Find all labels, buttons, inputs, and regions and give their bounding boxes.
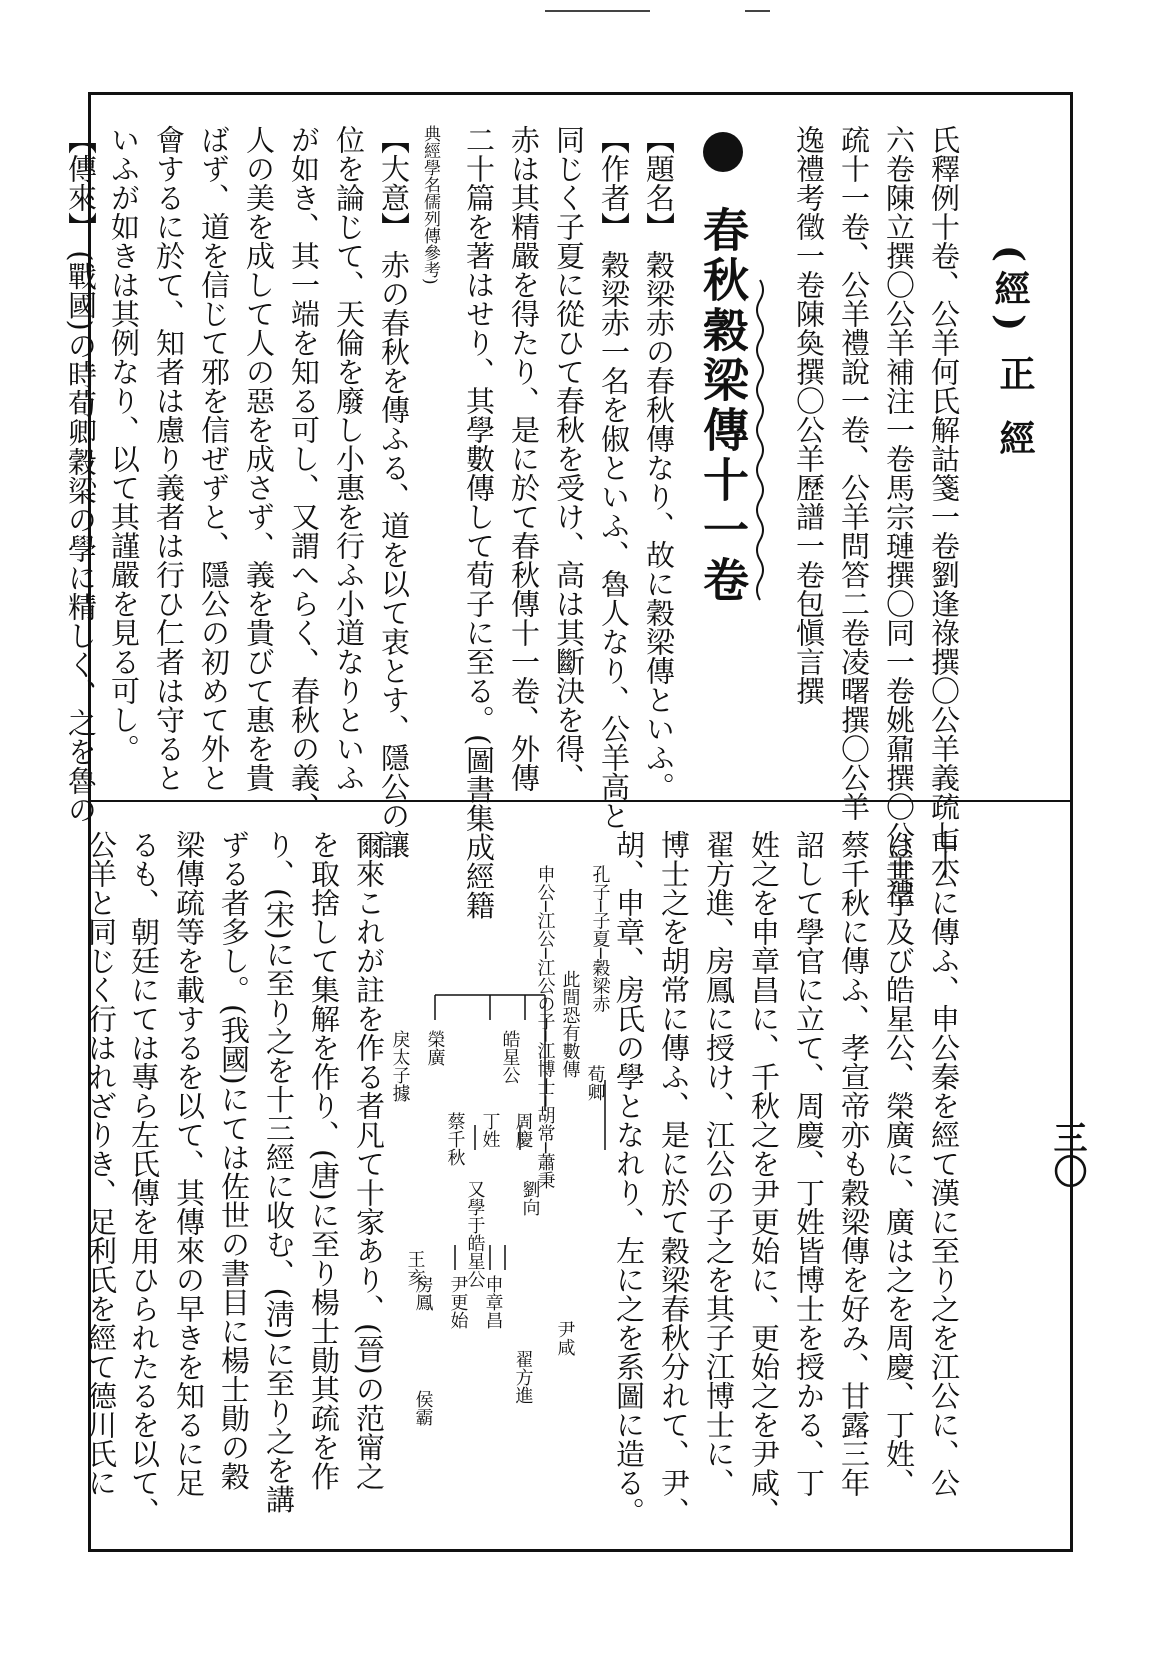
ref-line-3: 疏十一卷、公羊禮說一卷、公羊問答二卷凌曙撰〇公羊 bbox=[837, 125, 871, 821]
lower-right-line-6: 翟方進、房鳳に授け、江公の子之を其子江博士に、 bbox=[702, 830, 736, 1497]
lower-left-line-5: 梁傳疏等を載するを以て、其傳來の早きを知るに足 bbox=[172, 830, 206, 1497]
lower-right-line-5: 姓之を申章昌に、千秋之を尹更始に、更始之を尹咸、 bbox=[747, 830, 781, 1526]
lower-right-line-8: 胡、申章、房氏の學となれり、左に之を系圖に造る。 bbox=[612, 830, 646, 1526]
author-line-5: 典經學名儒列傳參考) bbox=[420, 125, 440, 285]
book-title: 春秋穀梁傳十一卷 bbox=[696, 206, 750, 607]
author-line-4: 二十篇を著はせり、其學數傳して荀子に至る。(圖書集成經籍 bbox=[462, 125, 496, 920]
bullet-icon bbox=[703, 132, 743, 172]
lineage-chart bbox=[389, 850, 630, 1470]
author-line-1: 【作者】 穀梁赤一名を俶といふ、魯人なり、公羊高と bbox=[597, 125, 631, 831]
wavy-rule bbox=[750, 280, 770, 610]
lower-right-line-2: は其子及び皓星公、榮廣に、廣は之を周慶、丁姓、 bbox=[882, 830, 916, 1497]
lineage-name-4: 丁姓 bbox=[479, 1112, 501, 1148]
lineage-name-7: 申章昌 bbox=[482, 1275, 504, 1329]
lineage-name-2: 榮廣 bbox=[424, 1030, 446, 1066]
gist-line-1: 【大意】 赤の春秋を傳ふる、道を以て衷とす、隱公の讓 bbox=[377, 125, 411, 860]
gist-line-6: 會するに於て、知者は慮り義者は行ひ仁者は守ると bbox=[152, 125, 186, 792]
lineage-root: 孔子─子夏─穀梁赤 bbox=[589, 865, 611, 1013]
section-header: (經) bbox=[989, 245, 1031, 340]
lower-left-line-2: を取捨して集解を作り、(唐)に至り楊士勛其疏を作 bbox=[307, 830, 341, 1491]
gist-line-2: 位を論じて、天倫を廢し小惠を行ふ小道なりといふ bbox=[332, 125, 366, 792]
lineage-name-9: 房鳳 bbox=[412, 1275, 434, 1311]
lower-left-line-7: 公羊と同じく行はれざりき、足利氏を經て德川氏に bbox=[84, 830, 118, 1497]
gist-line-7: いふが如きは其例なり、以て其謹嚴を見る可し。 bbox=[107, 125, 141, 763]
author-line-2: 同じく子夏に從ひて春秋を受け、高は其斷決を得、 bbox=[552, 125, 586, 792]
lineage-name-5: 蔡千秋 bbox=[444, 1112, 466, 1166]
lineage-liuxiang: 劉向 bbox=[519, 1180, 541, 1216]
ref-line-1: 氏釋例十卷、公羊何氏解詁箋一卷劉逢祿撰〇公羊義疏七十 bbox=[927, 125, 961, 879]
lower-right-line-4: 詔して學官に立て、周慶、丁姓皆博士を授かる、丁 bbox=[792, 830, 826, 1497]
gist-line-4: 人の美を成して人の惡を成さず、義を貴びて惠を貴 bbox=[242, 125, 276, 792]
lower-right-line-3: 蔡千秋に傳ふ、孝宣帝亦も穀梁傳を好み、甘露三年 bbox=[837, 830, 871, 1497]
lineage-name-3: 周慶 bbox=[512, 1112, 534, 1148]
lineage-name-12: 尹咸 bbox=[554, 1320, 576, 1356]
lineage-shen-line: 申公─江公─江公の子─江博士─胡常─蕭秉 bbox=[534, 865, 556, 1190]
transmission-line-1: 【傳來】 (戰國)の時荀卿穀梁の學に精しく、之を魯の bbox=[64, 125, 98, 824]
ref-line-2: 六卷陳立撰〇公羊補注一卷馬宗璉撰〇同一卷姚鼐撰〇公羊禮 bbox=[882, 125, 916, 908]
book-title-block bbox=[690, 132, 756, 606]
lower-left-line-1: 爾來これが註を作る者凡て十家あり、(晉)の范甯之 bbox=[352, 830, 386, 1491]
lineage-name-6: 又學于皓星公 bbox=[464, 1180, 486, 1288]
author-line-3: 赤は其精嚴を得たり、是に於て春秋傳十一卷、外傳 bbox=[507, 125, 541, 792]
lineage-name-1: 皓星公 bbox=[499, 1030, 521, 1084]
lineage-name-11: 翟方進 bbox=[512, 1350, 534, 1404]
lineage-xunqing: 荀卿 bbox=[584, 1065, 606, 1101]
lower-left-line-3: り、(宋)に至り之を十三經に收む、(淸)に至り之を講 bbox=[262, 830, 296, 1514]
page-number: 三〇 bbox=[1047, 1120, 1087, 1188]
lower-right-line-1: 申公に傳ふ、申公秦を經て漢に至り之を江公に、公 bbox=[927, 830, 961, 1497]
top-rule bbox=[545, 10, 650, 12]
gist-line-3: が如き、其一端を知る可し、又謂へらく、春秋の義、 bbox=[287, 125, 321, 821]
top-rule bbox=[745, 10, 770, 12]
lower-right-line-7: 博士之を胡常に傳ふ、是に於て穀梁春秋分れて、尹、 bbox=[657, 830, 691, 1526]
title-note: 【題名】 穀梁赤の春秋傳なり、故に穀梁傳といふ。 bbox=[642, 125, 676, 802]
lineage-note: 此間恐有數傳 bbox=[559, 970, 581, 1078]
gist-line-5: ばず、道を信じて邪を信ぜずと、隱公の初めて外と bbox=[197, 125, 231, 792]
ref-line-4: 逸禮考徵一卷陳奐撰〇公羊歷譜一卷包愼言撰 bbox=[792, 125, 826, 705]
lower-left-line-6: るも、朝廷にては專ら左氏傳を用ひられたるを以て、 bbox=[127, 830, 161, 1526]
lineage-name-10: 侯霸 bbox=[412, 1390, 434, 1426]
running-title: 正 經 bbox=[994, 355, 1036, 464]
lower-left-line-4: ずる者多し。(我國)にては佐世の書目に楊士勛の穀 bbox=[217, 830, 251, 1491]
lineage-name-13: 王亥 bbox=[404, 1250, 426, 1286]
lineage-name-8: 尹更始 bbox=[447, 1275, 469, 1329]
lineage-name-14: 戾太子據 bbox=[389, 1030, 411, 1102]
